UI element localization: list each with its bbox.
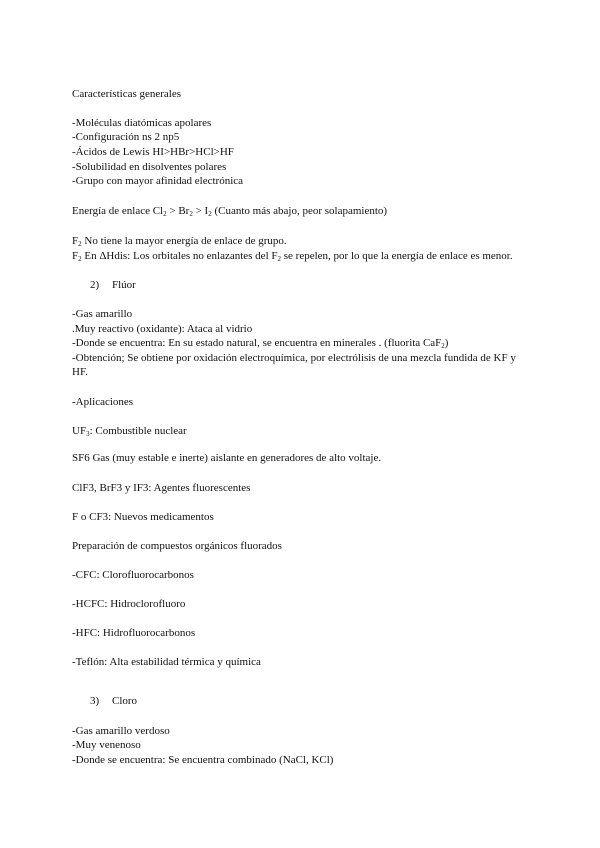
text: ) — [444, 337, 449, 349]
list-item: -Ácidos de Lewis HI>HBr>HCl>HF — [72, 146, 234, 158]
energy-text: (Cuanto más abajo, peor solapamiento) — [211, 205, 388, 217]
cfc-line: -CFC: Clorofluorocarbonos — [72, 569, 194, 581]
list-item: -Moléculas diatómicas apolares — [72, 117, 212, 129]
text: se repelen, por lo que la energía de enlace es menor. — [281, 250, 513, 262]
hcfc-line: -HCFC: Hidroclorofluoro — [72, 598, 186, 610]
energy-text: Energía de enlace Cl — [72, 205, 164, 217]
list-item: -Grupo con mayor afinidad electrónica — [72, 175, 244, 187]
clf3-line: ClF3, BrF3 y IF3: Agentes fluorescentes — [72, 482, 251, 494]
text: En ΔHdis: Los orbitales no enlazantes del F — [81, 250, 278, 262]
list-item: -Gas amarillo verdoso — [72, 725, 170, 737]
list-item: .Muy reactivo (oxidante): Ataca al vidrio — [72, 323, 253, 335]
sf6-line: SF6 Gas (muy estable e inerte) aislante en generadores de alto voltaje. — [72, 452, 382, 464]
obtencion-paragraph: -Obtención; Se obtiene por oxidación electroquímica, por electrólisis de una mezcla fundida de KF y HF. — [72, 352, 516, 378]
subscript: 2 — [441, 342, 445, 350]
list-item: -Gas amarillo — [72, 308, 133, 320]
donde-line — [72, 336, 448, 350]
subscript: 2 — [78, 255, 82, 263]
list-item: -Configuración ns 2 np5 — [72, 131, 180, 143]
subscript: 2 — [208, 210, 212, 218]
subscript: 2 — [189, 210, 193, 218]
section-heading-cloro — [90, 694, 137, 708]
uf3-line — [72, 424, 187, 438]
preparacion-line: Preparación de compuestos orgánicos fluorados — [72, 540, 282, 552]
list-item: -Muy venenoso — [72, 739, 141, 751]
section-heading-fluor — [90, 278, 136, 292]
aplicaciones-label: -Aplicaciones — [72, 396, 134, 408]
text: F — [72, 250, 79, 262]
f2-line-2 — [72, 249, 513, 263]
teflon-line: -Teflón: Alta estabilidad térmica y química — [72, 656, 261, 668]
energy-line — [72, 204, 387, 218]
section-title-caracteristicas: Características generales — [72, 88, 182, 100]
section-heading-text: Cloro — [112, 695, 138, 707]
f2-line-1 — [72, 234, 287, 248]
text: No tiene la mayor energía de enlace de grupo. — [81, 235, 287, 247]
subscript: 2 — [78, 240, 82, 248]
list-item: -Donde se encuentra: Se encuentra combinado (NaCl, KCl) — [72, 754, 334, 766]
focf3-line: F o CF3: Nuevos medicamentos — [72, 511, 214, 523]
hfc-line: -HFC: Hidrofluorocarbonos — [72, 627, 196, 639]
section-number: 2) — [90, 279, 100, 291]
section-number: 3) — [90, 695, 100, 707]
text: : Combustible nuclear — [89, 425, 187, 437]
subscript: 2 — [277, 255, 281, 263]
text: -Donde se encuentra: En su estado natural, se encuentra en minerales . (fluorita CaF — [72, 337, 442, 349]
subscript: 2 — [163, 210, 167, 218]
text: F — [72, 235, 79, 247]
subscript: 3 — [86, 430, 90, 438]
energy-text: > I — [192, 205, 209, 217]
energy-text: > Br — [166, 205, 190, 217]
text: UF — [72, 425, 87, 437]
list-item: -Solubilidad en disolventes polares — [72, 161, 227, 173]
section-heading-text: Flúor — [112, 279, 136, 291]
